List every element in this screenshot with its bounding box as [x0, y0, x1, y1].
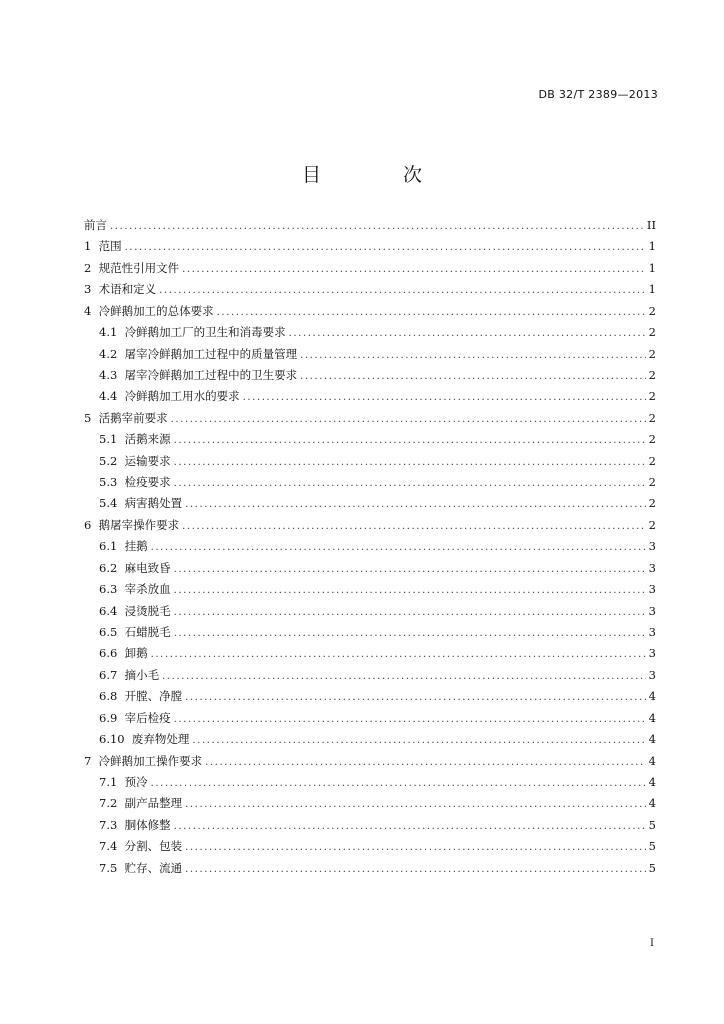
toc-dot-leader: [185, 799, 646, 810]
toc-dot-leader: [174, 821, 646, 832]
toc-entry-label: 贮存、流通: [124, 860, 183, 875]
toc-entry[interactable]: [84, 367, 656, 388]
toc-entry-label: 屠宰冷鲜鹅加工过程中的质量管理: [124, 346, 298, 361]
toc-entry-page: 3: [648, 582, 656, 597]
toc-entry-label: 宰后检疫: [124, 710, 171, 725]
toc-dot-leader: [185, 842, 646, 853]
toc-entry-number: 6.3: [99, 582, 125, 597]
toc-entry-label: 活鹅来源: [124, 432, 171, 447]
toc-entry-label: 冷鲜鹅加工的总体要求: [98, 303, 214, 318]
toc-entry-number: 7.2: [99, 796, 125, 811]
toc-entry-label: 鹅屠宰操作要求: [98, 517, 180, 532]
toc-entry-page: 4: [648, 753, 656, 768]
document-id-header: DB 32/T 2389—2013: [538, 88, 658, 101]
toc-entry-number: 6.7: [99, 667, 125, 682]
toc-dot-leader: [162, 671, 646, 682]
toc-entry-number: 4.4: [99, 389, 125, 404]
toc-entry-number: 4.1: [99, 325, 125, 340]
toc-entry-label: 副产品整理: [124, 796, 183, 811]
toc-entry-label: 屠宰冷鲜鹅加工过程中的卫生要求: [124, 367, 298, 382]
toc-entry-page: 3: [648, 667, 656, 682]
toc-entry-label: 病害鹅处置: [124, 496, 183, 511]
toc-entry-page: 3: [648, 625, 656, 640]
toc-entry-label: 浸烫脱毛: [124, 603, 171, 618]
toc-entry-label: 规范性引用文件: [98, 260, 180, 275]
toc-entry-number: 6.8: [99, 689, 125, 704]
toc-entry[interactable]: [84, 817, 656, 838]
toc-dot-leader: [185, 864, 646, 875]
toc-entry[interactable]: [84, 495, 656, 516]
toc-dot-leader: [185, 692, 646, 703]
toc-entry[interactable]: [84, 667, 656, 688]
toc-dot-leader: [151, 778, 646, 789]
toc-entry[interactable]: [84, 281, 656, 302]
toc-entry-label: 开膛、净膛: [124, 689, 183, 704]
toc-entry[interactable]: [84, 453, 656, 474]
toc-entry-number: 7.1: [99, 774, 125, 789]
toc-entry-label: 运输要求: [124, 453, 171, 468]
toc-entry[interactable]: [84, 560, 656, 581]
toc-entry-page: 3: [648, 603, 656, 618]
toc-dot-leader: [174, 607, 646, 618]
toc-entry-number: 6.4: [99, 603, 125, 618]
toc-entry[interactable]: [84, 581, 656, 602]
toc-entry[interactable]: [84, 710, 656, 731]
toc-entry[interactable]: [84, 431, 656, 452]
toc-entry-label: 冷鲜鹅加工厂的卫生和消毒要求: [124, 325, 286, 340]
toc-dot-leader: [192, 735, 645, 746]
toc-entry-number: 5.1: [99, 432, 125, 447]
toc-entry-page: 2: [648, 346, 656, 361]
toc-dot-leader: [185, 499, 646, 510]
toc-entry-page: 4: [648, 796, 656, 811]
toc-entry-page: 2: [648, 325, 656, 340]
toc-entry-number: 7.5: [99, 860, 125, 875]
toc-entry-label: 摘小毛: [124, 667, 160, 682]
toc-dot-leader: [174, 628, 646, 639]
toc-entry-page: 2: [648, 410, 656, 425]
toc-entry[interactable]: [84, 324, 656, 345]
toc-entry-page: 2: [648, 432, 656, 447]
toc-entry-number: 5: [84, 410, 99, 425]
toc-entry-number: 4.2: [99, 346, 125, 361]
toc-entry-page: 2: [648, 367, 656, 382]
toc-entry-label: 宰杀放血: [124, 582, 171, 597]
toc-entry-number: 6.10: [99, 732, 132, 747]
toc-entry-page: 2: [648, 475, 656, 490]
toc-entry-label: 石蜡脱毛: [124, 625, 171, 640]
toc-entry-number: 6.1: [99, 539, 125, 554]
toc-entry-label: 前言: [84, 218, 107, 232]
toc-entry-number: 4: [84, 303, 99, 318]
toc-dot-leader: [174, 457, 646, 468]
toc-entry[interactable]: [84, 645, 656, 666]
toc-entry-number: 4.3: [99, 367, 125, 382]
toc-entry-label: 废弃物处理: [131, 732, 190, 747]
toc-dot-leader: [205, 757, 646, 768]
toc-entry-label: 术语和定义: [98, 282, 157, 297]
toc-entry[interactable]: [84, 388, 656, 409]
toc-entry-number: 2: [84, 260, 99, 275]
toc-entry[interactable]: [84, 538, 656, 559]
toc-entry-page: 1: [648, 260, 656, 275]
page-number: I: [650, 938, 654, 949]
toc-entry-label: 胴体修整: [124, 817, 171, 832]
toc-entry-number: 5.4: [99, 496, 125, 511]
toc-dot-leader: [174, 435, 646, 446]
toc-entry-label: 麻电致昏: [124, 560, 171, 575]
toc-entry-page: 1: [648, 282, 656, 297]
toc-entry[interactable]: [84, 217, 656, 238]
toc-entry-page: 3: [648, 539, 656, 554]
toc-entry-label: 分割、包装: [124, 839, 183, 854]
toc-dot-leader: [300, 350, 646, 361]
toc-dot-leader: [110, 221, 644, 232]
toc-entry-page: 5: [648, 860, 656, 875]
toc-entry-number: 6.2: [99, 560, 125, 575]
toc-entry[interactable]: [84, 474, 656, 495]
toc-entry[interactable]: [84, 795, 656, 816]
toc-entry[interactable]: [84, 838, 656, 859]
toc-entry-page: 2: [648, 496, 656, 511]
toc-entry-number: 5.2: [99, 453, 125, 468]
toc-entry[interactable]: [84, 346, 656, 367]
toc-entry-label: 活鹅宰前要求: [98, 410, 168, 425]
toc-entry[interactable]: [84, 860, 656, 881]
toc-entry[interactable]: [84, 410, 656, 431]
toc-dot-leader: [174, 478, 646, 489]
toc-entry[interactable]: [84, 688, 656, 709]
toc-dot-leader: [289, 328, 646, 339]
toc-entry[interactable]: [84, 303, 656, 324]
toc-entry-label: 检疫要求: [124, 475, 171, 490]
toc-dot-leader: [243, 392, 646, 403]
toc-entry-page: 1: [648, 239, 656, 254]
toc-dot-leader: [174, 564, 646, 575]
toc-dot-leader: [125, 242, 646, 253]
toc-entry[interactable]: [84, 753, 656, 774]
toc-entry-number: 7: [84, 753, 99, 768]
toc-entry-label: 卸鹅: [124, 646, 148, 661]
toc-dot-leader: [151, 649, 646, 660]
toc-dot-leader: [182, 264, 646, 275]
table-of-contents: [84, 217, 656, 881]
toc-entry-label: 冷鲜鹅加工操作要求: [98, 753, 203, 768]
toc-dot-leader: [182, 521, 646, 532]
toc-entry-page: 4: [648, 774, 656, 789]
toc-entry-page: II: [646, 218, 656, 232]
toc-entry-page: 3: [648, 646, 656, 661]
toc-dot-leader: [174, 585, 646, 596]
toc-entry-page: 4: [648, 689, 656, 704]
toc-entry[interactable]: [84, 260, 656, 281]
toc-entry-page: 4: [648, 710, 656, 725]
toc-entry-number: 6.6: [99, 646, 125, 661]
toc-dot-leader: [300, 371, 646, 382]
toc-entry[interactable]: [84, 517, 656, 538]
page-title: 目 次: [301, 164, 461, 186]
toc-entry-page: 2: [648, 389, 656, 404]
toc-entry-number: 7.4: [99, 839, 125, 854]
toc-entry-label: 范围: [98, 239, 122, 254]
toc-entry[interactable]: [84, 603, 656, 624]
toc-entry-number: 6: [84, 517, 99, 532]
toc-entry[interactable]: [84, 774, 656, 795]
toc-entry-number: 6.5: [99, 625, 125, 640]
toc-entry-label: 挂鹅: [124, 539, 148, 554]
toc-dot-leader: [151, 542, 646, 553]
toc-entry-number: 3: [84, 282, 99, 297]
toc-entry-number: 5.3: [99, 475, 125, 490]
toc-entry-label: 冷鲜鹅加工用水的要求: [124, 389, 240, 404]
toc-entry-page: 5: [648, 839, 656, 854]
toc-entry[interactable]: [84, 624, 656, 645]
toc-entry-page: 2: [648, 453, 656, 468]
toc-entry-page: 4: [648, 732, 656, 747]
toc-entry-page: 5: [648, 817, 656, 832]
toc-dot-leader: [174, 714, 646, 725]
toc-entry-number: 6.9: [99, 710, 125, 725]
toc-dot-leader: [217, 307, 646, 318]
toc-entry-label: 预冷: [124, 774, 148, 789]
toc-dot-leader: [159, 285, 646, 296]
toc-entry-page: 2: [648, 303, 656, 318]
toc-dot-leader: [171, 414, 646, 425]
toc-entry-number: 7.3: [99, 817, 125, 832]
toc-entry-page: 2: [648, 517, 656, 532]
toc-entry[interactable]: [84, 731, 656, 752]
toc-entry-number: 1: [84, 239, 99, 254]
toc-entry-page: 3: [648, 560, 656, 575]
toc-entry[interactable]: [84, 238, 656, 259]
